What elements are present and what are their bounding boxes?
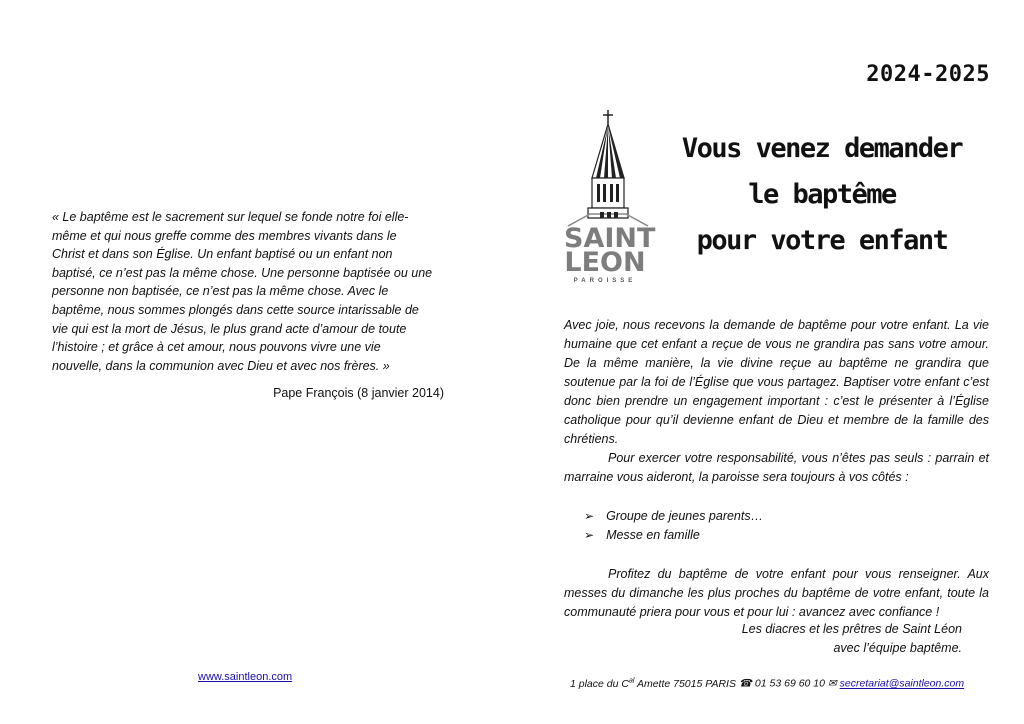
phone-number: 01 53 69 60 10 — [752, 677, 828, 690]
year-heading: 2024-2025 — [866, 62, 990, 87]
address: 1 place du $C^{al}$ Amette 75015 PARIS — [570, 677, 739, 690]
list-item-label: Messe en famille — [606, 528, 700, 542]
quote-line: personne non baptisée, ce n’est pas la même chose. Avec le — [52, 284, 389, 299]
title-line: pour votre enfant — [696, 225, 948, 256]
body-text — [564, 316, 989, 622]
email-link[interactable]: secretariat@saintleon.com — [839, 677, 965, 690]
quote-line: l’histoire ; et grâce à cet amour, nous pouvons vivre une vie — [52, 340, 381, 355]
closing-paragraph: Profitez du baptême de votre enfant pour vous renseigner. Aux messes du dimanche les plus proches du baptême de votre enfant, toute la communauté priera pour vous et pour lui : avancez avec confiance ! — [564, 567, 989, 619]
quote-line: baptisé, ce n’est pas la même chose. Une personne baptisée ou une — [52, 265, 433, 280]
quote-line: baptême, nous sommes plongés dans cette source intarissable de — [52, 302, 419, 317]
intro-paragraph: Avec joie, nous recevons la demande de baptême pour votre enfant. La vie humaine que cet enfant a reçue de vous ne grandira pas sans votre amour. De la même manière, la vie divine reçue au baptême ne grandira que soutenue par la foi de l’Église que vous partagez. Baptiser votre enfant c’est donc bien prendre un engagement important : c’est le présenter à l’Église catholique pour qu’il devienne enfant de Dieu et membre de la famille des chrétiens. — [564, 318, 989, 446]
quote-line: nouvelle, dans la communion avec Dieu et avec nos frères. » — [52, 358, 390, 373]
logo-leon: LEON — [564, 247, 646, 278]
phone-icon: ☎ — [738, 677, 752, 690]
website-link[interactable]: www.saintleon.com — [198, 671, 293, 683]
quote-line: même et qui nous greffe comme des membres vivants dans le — [52, 228, 397, 243]
list-item-label: Groupe de jeunes parents… — [606, 509, 764, 523]
footer-contact — [570, 677, 990, 690]
arrow-bullet-icon: ➢ — [584, 528, 595, 542]
activities-list — [584, 507, 989, 545]
logo-saint: SAINT — [564, 223, 656, 254]
pope-quote — [52, 208, 444, 375]
mail-icon: ✉ — [827, 677, 837, 690]
responsibility-paragraph: Pour exercer votre responsabilité, vous n’êtes pas seuls : parrain et marraine vous aideront, la paroisse sera toujours à vos côtés : — [564, 451, 989, 484]
quote-line: vie qui est la mort de Jésus, le plus grand acte d’amour de toute — [52, 321, 407, 336]
quote-line: « Le baptême est le sacrement sur lequel se fonde notre foi elle- — [52, 210, 409, 224]
signature — [564, 620, 962, 657]
title-line: Vous venez demander — [681, 133, 963, 164]
title-line: le baptême — [748, 179, 896, 210]
quote-author: Pape François (8 janvier 2014) — [273, 386, 444, 400]
signature-line: Les diacres et les prêtres de Saint Léon — [741, 622, 962, 636]
quote-line: Christ et dans son Église. Un enfant baptisé ou un enfant non — [52, 247, 393, 262]
list-item — [584, 507, 989, 526]
arrow-bullet-icon: ➢ — [584, 509, 595, 523]
page-title — [672, 126, 972, 264]
right-page — [512, 0, 1024, 724]
signature-line: avec l’équipe baptême. — [833, 640, 962, 655]
list-item — [584, 526, 989, 545]
logo-paroisse: PAROISSE — [573, 278, 637, 284]
